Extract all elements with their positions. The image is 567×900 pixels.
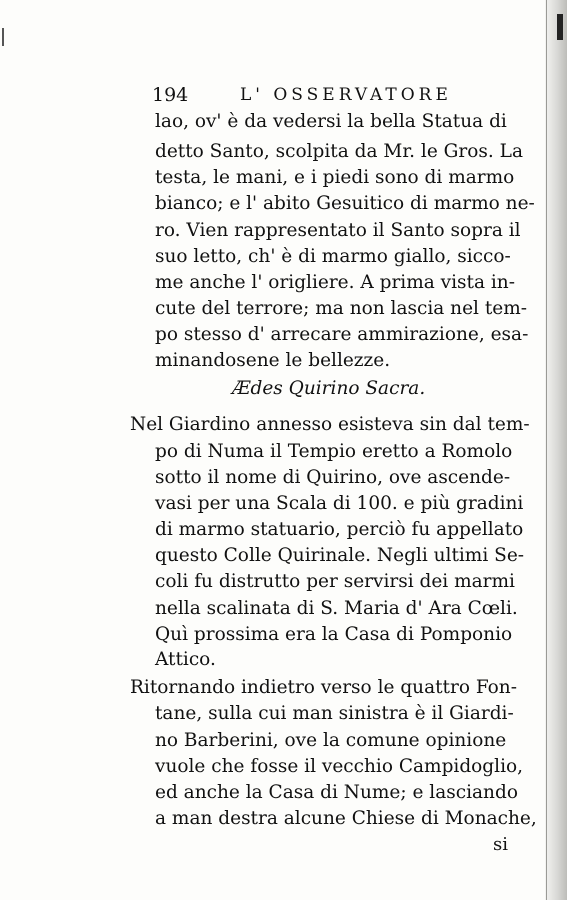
binding-mark xyxy=(557,14,563,40)
text-line: a man destra alcune Chiese di Monache, xyxy=(155,808,537,829)
text-line: minandosene le bellezze. xyxy=(155,350,391,371)
text-line: detto Santo, scolpita da Mr. le Gros. La xyxy=(155,141,523,162)
text-line: nella scalinata di S. Maria d' Ara Cœli. xyxy=(155,598,518,619)
text-line: me anche l' origliere. A prima vista in- xyxy=(155,272,515,293)
text-line: bianco; e l' abito Gesuitico di marmo ne- xyxy=(155,193,535,214)
text-line: vasi per una Scala di 100. e più gradini xyxy=(155,493,524,514)
text-line: no Barberini, ove la comune opinione xyxy=(155,730,507,751)
page-number: 194 xyxy=(152,84,189,106)
text-line: sotto il nome di Quirino, ove ascende- xyxy=(155,467,511,488)
text-line: suo letto, ch' è di marmo giallo, sicco- xyxy=(155,246,511,267)
catchword: si xyxy=(493,834,508,855)
text-line: di marmo statuario, perciò fu appellato xyxy=(155,519,524,540)
text-line: questo Colle Quirinale. Negli ultimi Se- xyxy=(155,545,525,566)
text-line: ed anche la Casa di Nume; e lasciando xyxy=(155,782,518,803)
text-line: Attico. xyxy=(155,649,216,670)
text-line: Ritornando indietro verso le quattro Fon- xyxy=(130,677,517,698)
text-line: vuole che fosse il vecchio Campidoglio, xyxy=(155,756,524,777)
running-head: L' OSSERVATORE xyxy=(240,85,452,105)
page-header xyxy=(152,84,452,108)
text-line: cute del terrore; ma non lascia nel tem- xyxy=(155,298,528,319)
text-line: Quì prossima era la Casa di Pomponio xyxy=(155,624,513,645)
text-line: testa, le mani, e i piedi sono di marmo xyxy=(155,167,515,188)
section-heading: Ædes Quirino Sacra. xyxy=(232,378,426,399)
text-line: po di Numa il Tempio eretto a Romolo xyxy=(155,441,513,462)
text-line: po stesso d' arrecare ammirazione, esa- xyxy=(155,324,529,345)
text-line: tane, sulla cui man sinistra è il Giardi- xyxy=(155,703,514,724)
text-line: coli fu distrutto per servirsi dei marmi xyxy=(155,571,515,592)
margin-mark xyxy=(2,28,4,46)
text-line: Nel Giardino annesso esisteva sin dal tem- xyxy=(130,414,530,435)
page-edge-shadow xyxy=(545,0,567,900)
text-line: ro. Vien rappresentato il Santo sopra il xyxy=(155,220,521,241)
text-line: lao, ov' è da vedersi la bella Statua di xyxy=(155,111,507,132)
page-edge-line xyxy=(546,0,547,900)
